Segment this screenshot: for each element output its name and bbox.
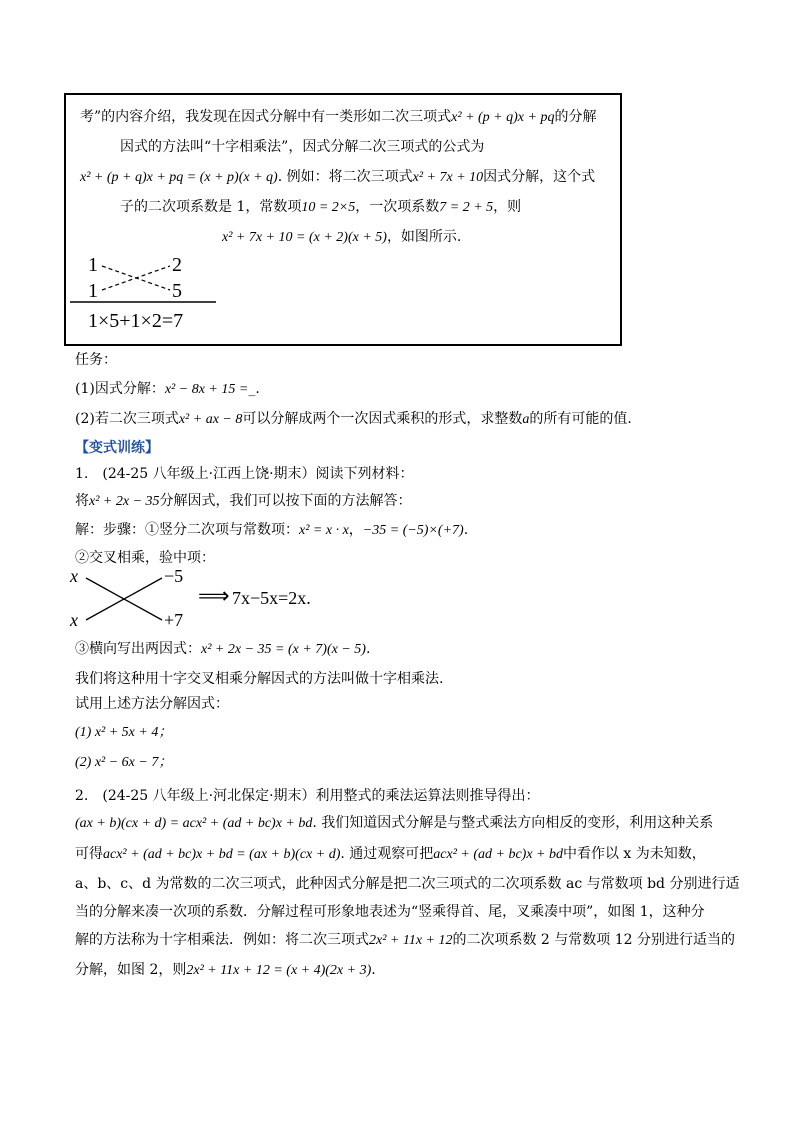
p1-line-4: ②交叉相乘，验中项： [75, 550, 215, 566]
p1-line-3 [75, 519, 468, 539]
fig2-result: 7x−5x=2x. [232, 588, 311, 608]
p-text: 分解，如图 2，则 [75, 962, 187, 978]
math-expr: x² + 7x + 10 [412, 170, 484, 185]
intro-text: . 例如：将二次三项式 [277, 169, 413, 185]
fig-top-left: 1 [88, 254, 98, 276]
math-expr: −35 = (−5)×(+7) [362, 523, 464, 538]
math-expr: x² − 8x + 15 = [164, 382, 249, 397]
intro-line-5 [222, 226, 461, 246]
q-text: 的所有可能的值. [529, 411, 632, 427]
q-text: 可以分解成两个一次因式乘积的形式，求整数 [242, 411, 523, 427]
p-text: 解的方法称为十字相乘法．例如：将二次三项式 [75, 932, 369, 948]
double-arrow-icon: ⟹ [198, 584, 230, 609]
math-expr: (ax + b)(cx + d) = acx² + (ad + bc)x + bd [75, 816, 313, 831]
intro-box [64, 93, 622, 346]
p1-q2: (2) x² − 6x − 7； [75, 755, 173, 770]
fig-result: 1×5+1×2=7 [88, 310, 184, 332]
fig-bottom-left: 1 [88, 280, 98, 302]
p2-line-6 [75, 929, 735, 949]
fig2-bottom-right: +7 [164, 610, 184, 630]
fig2-top-right: −5 [164, 566, 184, 586]
problem-1-title: 1. (24-25 八年级上·江西上饶·期末）阅读下列材料： [75, 466, 414, 482]
fig-top-right: 2 [172, 254, 182, 276]
math-expr: 7 = 2 + 5 [439, 200, 494, 215]
p-text: . 我们知道因式分解是与整式乘法方向相反的变形，利用这种关系 [312, 815, 714, 831]
intro-line-2: 因式的方法叫“十字相乘法”，因式分解二次三项式的公式为 [120, 139, 485, 155]
math-expr: acx² + (ad + bc)x + bd = (ax + b)(cx + d) [103, 847, 341, 862]
q-text: (1)因式分解： [75, 381, 165, 397]
p1-q1: (1) x² + 5x + 4； [75, 725, 173, 740]
p-text: 中看作以 x 为未知数， [562, 846, 706, 862]
p-text: ， [348, 522, 363, 538]
math-expr: acx² + (ad + bc)x + bd [433, 847, 563, 862]
p1-line-2 [75, 490, 412, 510]
math-expr: x² + (p + q)x + pq [451, 110, 555, 125]
task-q2 [75, 408, 632, 428]
p1-line-5 [75, 638, 370, 658]
math-expr: x² = x · x [299, 523, 349, 538]
section-heading: 【变式训练】 [75, 440, 159, 456]
p-text: . 通过观察可把 [340, 846, 434, 862]
p-text: . [463, 522, 469, 538]
fig-bottom-right: 5 [172, 280, 182, 302]
intro-text: 考”的内容介绍，我发现在因式分解中有一类形如二次三项式 [80, 109, 452, 125]
intro-text: ，则 [493, 199, 522, 215]
intro-text: ，一次项系数 [355, 199, 440, 215]
math-expr: 2x² + 11x + 12 = (x + 4)(2x + 3) [186, 963, 372, 978]
intro-text: 的分解 [554, 109, 597, 125]
fig2-bottom-left: x [70, 610, 78, 630]
p2-line-4: a、b、c、d 为常数的二次三项式，此种因式分解是把二次三项式的二次项系数 ac 与常数项 bd 分别进行适 [75, 876, 740, 892]
fig2-top-left: x [70, 566, 78, 586]
intro-text: 因式分解，这个式 [483, 169, 596, 185]
p2-line-7 [75, 959, 376, 979]
p2-line-3 [75, 843, 706, 863]
problem-2-title: 2. (24-25 八年级上·河北保定·期末）利用整式的乘法运算法则推导得出： [75, 788, 540, 804]
p-text: . [371, 962, 376, 978]
p-text: 将 [75, 493, 89, 509]
intro-line-1 [80, 106, 596, 126]
task-title: 任务： [75, 352, 117, 368]
p1-line-6: 我们将这种用十字交叉相乘分解因式的方法叫做十字相乘法. [75, 671, 444, 687]
answer-blank: _. [248, 381, 260, 397]
p-text: . [365, 641, 371, 657]
q-text: (2)若二次三项式 [75, 411, 179, 427]
math-expr: 10 = 2×5 [301, 200, 356, 215]
math-expr: x² + 2x − 35 = (x + 7)(x − 5) [201, 642, 366, 657]
intro-text: 子的二次项系数是 1，常数项 [120, 199, 302, 215]
p-text: 分解因式，我们可以按下面的方法解答： [159, 493, 412, 509]
p-text: 解：步骤：①竖分二次项与常数项： [75, 522, 299, 538]
p2-line-2 [75, 812, 713, 832]
math-expr: x² + (p + q)x + pq = (x + p)(x + q) [80, 170, 278, 185]
p-text: 可得 [75, 846, 103, 862]
intro-text: ，如图所示. [386, 229, 462, 245]
p-text: 的二次项系数 2 与常数项 12 分别进行适当的 [452, 932, 736, 948]
math-expr: 2x² + 11x + 12 [369, 933, 453, 948]
math-expr: x² + 7x + 10 = (x + 2)(x + 5) [222, 230, 387, 245]
p-text: ③横向写出两因式： [75, 641, 201, 657]
task-q1 [75, 378, 260, 398]
math-expr: x² + ax − 8 [178, 412, 243, 427]
intro-line-4 [120, 196, 521, 216]
math-var: a [522, 412, 530, 427]
math-expr: x² + 2x − 35 [89, 494, 160, 509]
p1-line-7: 试用上述方法分解因式： [75, 696, 229, 712]
p2-line-5: 当的分解来凑一次项的系数．分解过程可形象地表述为“竖乘得首、尾，叉乘凑中项”，如图 1，这种分 [75, 904, 705, 920]
intro-line-3 [80, 166, 595, 186]
